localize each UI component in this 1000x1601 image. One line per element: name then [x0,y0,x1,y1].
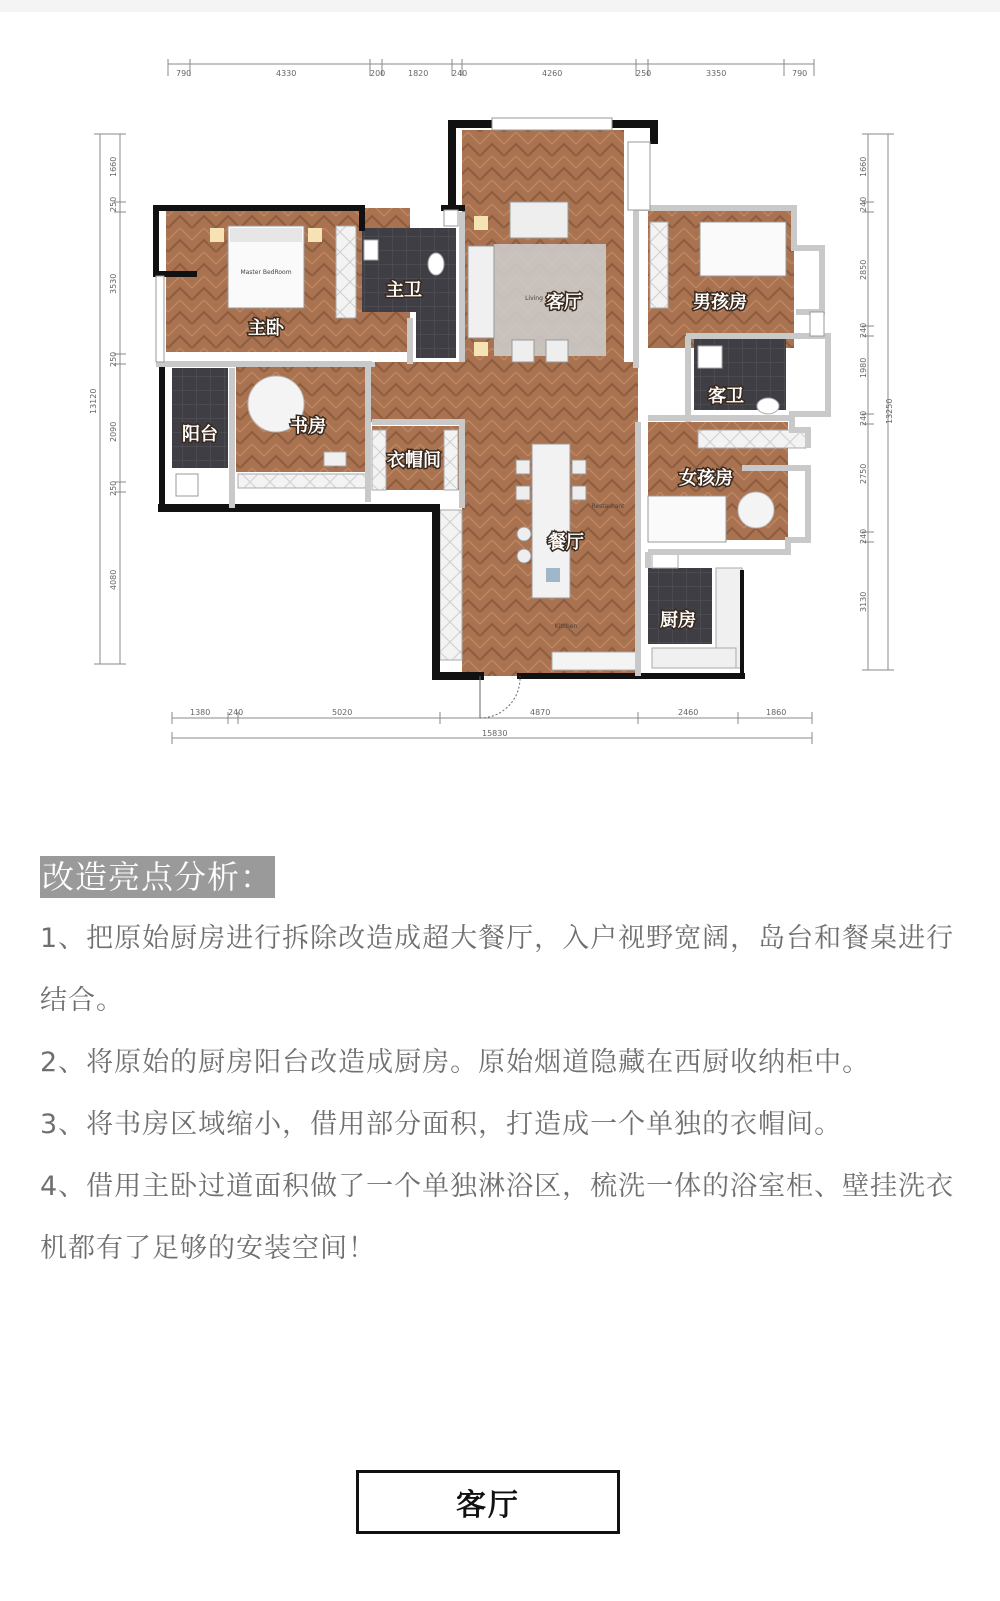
dim-top-5: 240 [452,69,468,78]
dining-chair-2 [516,486,530,500]
dim-left-5: 2090 [109,421,118,442]
dim-left-1: 1660 [109,156,118,177]
analysis-section [40,856,970,1280]
analysis-item-1: 1、把原始厨房进行拆除改造成超大餐厅，入户视野宽阔，岛台和餐桌进行结合。 [40,923,955,1016]
bottom-dimension-line [172,712,812,744]
dim-right-total: 13250 [885,398,894,424]
dim-left-6: 250 [109,480,118,496]
dim-bottom-total: 15830 [482,729,508,738]
dim-top-1: 790 [176,69,192,78]
entry-cabinet [440,510,462,660]
dim-top-8: 3350 [706,69,727,78]
cloak-cabinet-right [444,430,458,490]
sublabel-kitchen: Kitchen [554,623,578,630]
label-cloakroom: 衣帽间 [387,450,441,471]
label-boy-room: 男孩房 [693,292,747,313]
top-dimension-labels [176,69,807,78]
top-bar [0,0,1000,12]
dim-left-total: 13120 [89,388,98,414]
left-dimension-labels [89,157,118,590]
label-master-bath: 主卫 [386,280,422,301]
dim-left-4: 250 [109,351,118,367]
dim-left-7: 4080 [109,569,118,590]
analysis-item-2: 2、将原始的厨房阳台改造成厨房。原始烟道隐藏在西厨收纳柜中。 [40,1047,871,1078]
balcony-tiles [172,368,228,468]
dim-right-5: 1980 [859,357,868,378]
label-study: 书房 [290,416,326,437]
master-bed-pillow [230,228,302,242]
dim-right-8: 240 [859,528,868,544]
tv-bench [510,202,568,238]
dim-right-9: 3130 [859,591,868,612]
dim-left-2: 250 [109,196,118,212]
dim-right-1: 1660 [859,156,868,177]
shower-tiles [416,312,456,358]
bottom-dimension-labels [190,708,786,738]
dim-right-6: 240 [859,410,868,426]
lamp-3 [210,228,224,242]
floor-plan [0,12,1000,782]
label-living-room: 客厅 [546,292,582,313]
kitchen-small-cabinet [652,554,678,568]
dim-right-4: 240 [859,322,868,338]
armchair-left [512,340,534,362]
dim-top-7: 250 [636,69,652,78]
analysis-item-4: 4、借用主卧过道面积做了一个单独淋浴区，梳洗一体的浴室柜、壁挂洗衣机都有了足够的安装空间！ [40,1171,955,1264]
dim-right-7: 2750 [859,463,868,484]
analysis-item-3: 3、将书房区域缩小，借用部分面积，打造成一个单独的衣帽间。 [40,1109,843,1140]
guest-bath-sink [698,346,722,368]
bar-stool-1 [517,527,531,541]
lamp-2 [474,342,488,356]
sublabel-dining-room: Restaurant [591,503,625,510]
sublabel-master-bedroom: Master BedRoom [240,269,292,276]
study-cabinet [238,474,366,488]
analysis-list [40,908,970,1280]
armchair-right [546,340,568,362]
dim-top-9: 790 [792,69,808,78]
dim-bottom-2: 240 [228,708,244,717]
boy-wardrobe [650,222,668,308]
dim-right-3: 2850 [859,259,868,280]
master-bath-sink [364,240,378,260]
dining-chair-3 [572,460,586,474]
kitchen-stove-counter [652,648,736,668]
label-balcony: 阳台 [182,424,218,445]
dim-bottom-4: 4870 [530,708,551,717]
label-girl-room: 女孩房 [679,468,733,489]
right-dimension-labels [859,157,894,612]
guest-toilet [757,398,779,414]
island-sink [546,568,560,582]
master-toilet [428,253,444,275]
dim-bottom-1: 1380 [190,708,211,717]
dim-top-3: 200 [370,69,386,78]
washing-machine [176,474,198,496]
hallway-floor [370,362,638,422]
label-guest-bath: 客卫 [708,386,744,407]
lamp-1 [474,216,488,230]
cloak-cabinet-left [372,430,386,490]
dining-chair-4 [572,486,586,500]
entry-shoe-cabinet [552,652,636,670]
label-dining-room: 餐厅 [548,532,584,553]
entry-door-icon [480,676,520,718]
label-kitchen: 厨房 [660,610,696,631]
section-caption-living-room: 客厅 [356,1470,620,1534]
dim-top-4: 1820 [408,69,429,78]
sofa [468,246,494,338]
study-desk [324,452,346,466]
dining-chair-1 [516,460,530,474]
sublabel-living-room: Living [525,295,543,302]
lamp-4 [308,228,322,242]
dim-top-2: 4330 [276,69,297,78]
kitchen-tiles [648,568,712,644]
dim-bottom-5: 2460 [678,708,699,717]
dim-bottom-3: 5020 [332,708,353,717]
dim-right-2: 240 [859,196,868,212]
girl-bed [648,496,726,542]
dim-top-6: 4260 [542,69,563,78]
analysis-title: 改造亮点分析： [42,858,274,896]
master-wardrobe [336,226,356,318]
bar-stool-2 [517,549,531,563]
dim-bottom-6: 1860 [766,708,787,717]
dim-left-3: 3530 [109,273,118,294]
girl-round-rug [738,492,774,528]
label-master-bedroom: 主卧 [248,318,284,339]
boy-bed [700,222,786,276]
